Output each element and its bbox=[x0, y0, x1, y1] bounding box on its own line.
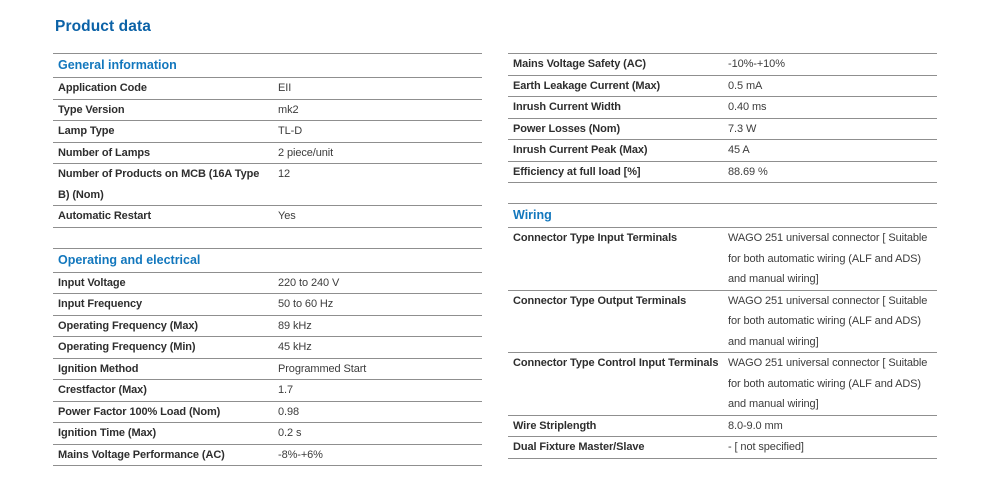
spec-row bbox=[53, 380, 482, 402]
spec-label: Power Losses (Nom) bbox=[513, 122, 621, 135]
spec-value: 88.69 % bbox=[728, 165, 768, 178]
spec-value: 8.0-9.0 mm bbox=[728, 419, 783, 432]
spec-row bbox=[53, 294, 482, 316]
section-heading: General information bbox=[53, 53, 482, 78]
spec-value: 50 to 60 Hz bbox=[278, 298, 334, 310]
spec-value: WAGO 251 universal connector [ Suitable for both automatic wiring (ALF and ADS) and manual wiring] bbox=[728, 357, 928, 410]
spec-row bbox=[53, 121, 482, 143]
spec-row bbox=[53, 337, 482, 359]
spec-label: Connector Type Control Input Terminals bbox=[513, 357, 719, 369]
spec-value: -10%-+10% bbox=[728, 58, 785, 70]
spec-row bbox=[508, 54, 937, 76]
spec-value: mk2 bbox=[278, 103, 299, 116]
spec-label: Application Code bbox=[58, 82, 147, 94]
left-column bbox=[53, 53, 482, 466]
spec-value: 0.2 s bbox=[278, 427, 302, 439]
spec-row bbox=[508, 353, 937, 416]
spec-value: 220 to 240 V bbox=[278, 276, 340, 289]
spec-label: Dual Fixture Master/Slave bbox=[513, 441, 645, 453]
spec-row bbox=[53, 402, 482, 424]
section-heading: Wiring bbox=[508, 203, 937, 228]
spec-label: Input Voltage bbox=[58, 276, 126, 289]
spec-row bbox=[508, 162, 937, 184]
spec-row bbox=[53, 100, 482, 122]
spec-label: Number of Products on MCB (16A Type B) (Nom) bbox=[58, 168, 260, 201]
spec-label: Inrush Current Peak (Max) bbox=[513, 144, 648, 156]
spec-value: -8%-+6% bbox=[278, 448, 323, 461]
spec-value: Programmed Start bbox=[278, 362, 367, 375]
spec-row bbox=[53, 316, 482, 338]
spec-label: Mains Voltage Performance (AC) bbox=[58, 448, 225, 461]
spec-row bbox=[53, 164, 482, 206]
spec-value: 7.3 W bbox=[728, 122, 757, 135]
section-operating-and-electrical bbox=[53, 248, 482, 467]
spec-row bbox=[508, 228, 937, 291]
section-wiring bbox=[508, 203, 937, 459]
section-continued bbox=[508, 53, 937, 183]
right-column bbox=[508, 53, 937, 459]
spec-label: Connector Type Output Terminals bbox=[513, 294, 687, 307]
spec-label: Inrush Current Width bbox=[513, 101, 621, 113]
spec-label: Number of Lamps bbox=[58, 146, 151, 159]
spec-label: Earth Leakage Current (Max) bbox=[513, 79, 661, 92]
spec-label: Ignition Time (Max) bbox=[58, 427, 157, 439]
spec-label: Power Factor 100% Load (Nom) bbox=[58, 405, 221, 418]
spec-row bbox=[508, 140, 937, 162]
spec-label: Operating Frequency (Max) bbox=[58, 319, 198, 332]
spec-row bbox=[53, 143, 482, 165]
section-heading: Operating and electrical bbox=[53, 248, 482, 273]
spec-label: Efficiency at full load [%] bbox=[513, 165, 641, 178]
spec-row bbox=[508, 416, 937, 438]
spec-label: Type Version bbox=[58, 103, 125, 116]
spec-value: Yes bbox=[278, 210, 296, 222]
spec-row bbox=[508, 76, 937, 98]
spec-value: TL-D bbox=[278, 125, 303, 137]
section-general-information bbox=[53, 53, 482, 228]
spec-value: WAGO 251 universal connector [ Suitable for both automatic wiring (ALF and ADS) and manual wiring] bbox=[728, 294, 928, 348]
spec-value: 89 kHz bbox=[278, 319, 312, 332]
spec-value: 2 piece/unit bbox=[278, 146, 334, 159]
spec-value: 0.5 mA bbox=[728, 79, 763, 92]
spec-row bbox=[508, 437, 937, 459]
spec-row bbox=[53, 206, 482, 228]
spec-row bbox=[53, 78, 482, 100]
spec-label: Lamp Type bbox=[58, 125, 115, 137]
spec-label: Automatic Restart bbox=[58, 210, 152, 222]
spec-value: - [ not specified] bbox=[728, 441, 804, 453]
spec-row bbox=[508, 291, 937, 354]
spec-value: 12 bbox=[278, 168, 291, 180]
page-title: Product data bbox=[55, 18, 151, 35]
spec-value: 45 A bbox=[728, 144, 750, 156]
spec-label: Connector Type Input Terminals bbox=[513, 232, 678, 244]
spec-row bbox=[53, 273, 482, 295]
spec-value: 45 kHz bbox=[278, 341, 312, 353]
spec-label: Mains Voltage Safety (AC) bbox=[513, 58, 646, 70]
spec-row bbox=[508, 97, 937, 119]
spec-value: 1.7 bbox=[278, 384, 293, 396]
spec-row bbox=[53, 359, 482, 381]
spec-label: Input Frequency bbox=[58, 298, 143, 310]
spec-row bbox=[53, 445, 482, 467]
spec-label: Operating Frequency (Min) bbox=[58, 341, 196, 353]
spec-value: EII bbox=[278, 82, 292, 94]
spec-value: 0.40 ms bbox=[728, 101, 767, 113]
spec-row bbox=[53, 423, 482, 445]
spec-label: Wire Striplength bbox=[513, 419, 597, 432]
spec-value: WAGO 251 universal connector [ Suitable for both automatic wiring (ALF and ADS) and manual wiring] bbox=[728, 232, 928, 285]
spec-row bbox=[508, 119, 937, 141]
spec-columns bbox=[53, 53, 937, 466]
spec-value: 0.98 bbox=[278, 405, 300, 418]
spec-label: Crestfactor (Max) bbox=[58, 384, 147, 396]
spec-label: Ignition Method bbox=[58, 362, 139, 375]
